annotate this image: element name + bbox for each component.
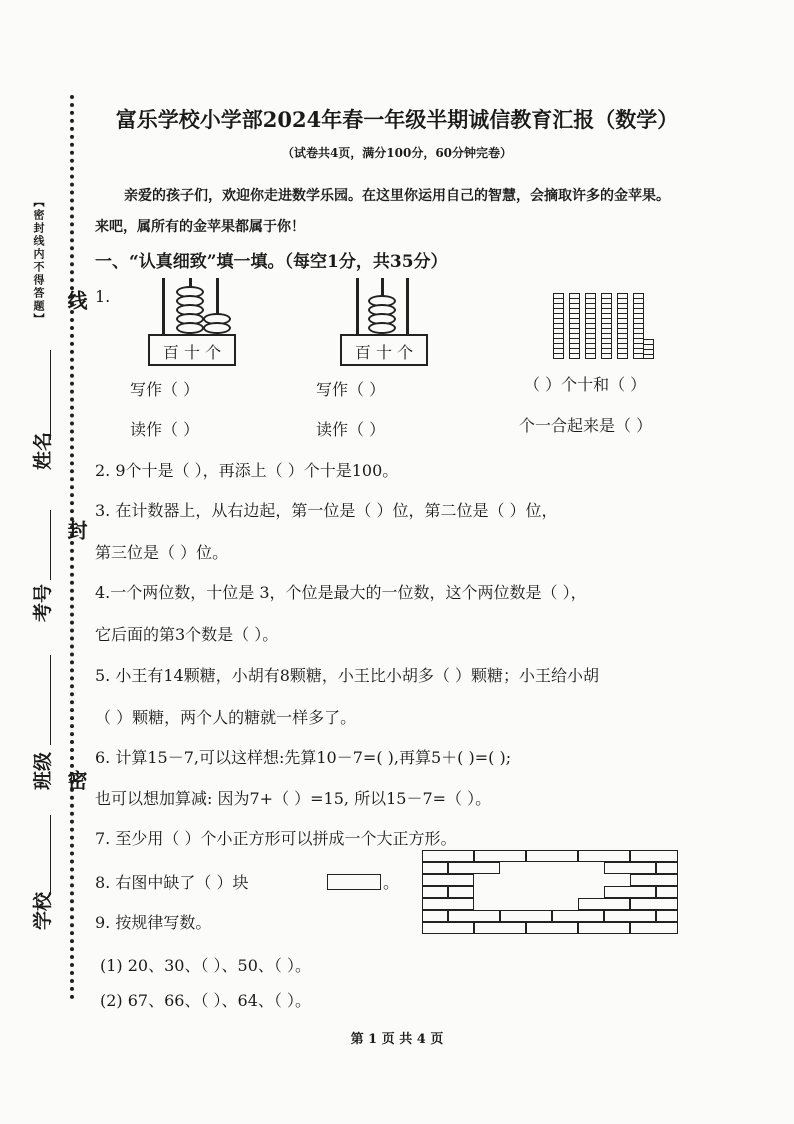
field-line-name[interactable]	[50, 350, 51, 440]
abacus-bead	[203, 322, 231, 334]
ten-stick-bundle	[617, 293, 628, 359]
brick	[578, 922, 630, 934]
brick	[422, 922, 474, 934]
brick	[448, 910, 500, 922]
q1-bundle-line-2[interactable]: 个一合起来是（ ）	[519, 416, 653, 435]
brick	[422, 850, 474, 862]
q3-line-2[interactable]: 第三位是（ ）位。	[95, 543, 229, 562]
brick	[604, 910, 656, 922]
brick	[448, 862, 500, 874]
brick	[630, 874, 678, 886]
field-label-school: 学校	[32, 891, 54, 930]
brick	[578, 898, 630, 910]
field-label-class: 班级	[32, 751, 54, 790]
q7[interactable]: 7. 至少用（ ）个小正方形可以拼成一个大正方形。	[95, 829, 457, 848]
field-line-class[interactable]	[50, 655, 51, 745]
q1-bundle-line-1[interactable]: （ ）个十和（ ）	[524, 375, 647, 394]
field-label-name: 姓名	[32, 431, 54, 470]
q9-sequence-2[interactable]: (2) 67、66、（ ）、64、（ ）。	[100, 991, 312, 1010]
q1-read-1[interactable]: 读作（ ）	[130, 420, 200, 439]
abacus-base-label: 百 十 个	[162, 343, 222, 362]
q4-line-1[interactable]: 4.一个两位数，十位是 3，个位是最大的一位数，这个两位数是（ ），	[95, 583, 587, 602]
brick	[422, 910, 448, 922]
field-line-examno[interactable]	[50, 510, 51, 580]
seal-char-line: 线	[64, 290, 88, 312]
brick	[604, 886, 656, 898]
intro-line-1: 亲爱的孩子们，欢迎你走进数学乐园。在这里你运用自己的智慧，会摘取许多的金苹果。	[124, 188, 670, 204]
brick	[656, 862, 678, 874]
q5-line-2[interactable]: （ ）颗糖，两个人的糖就一样多了。	[95, 708, 357, 727]
page-title: 富乐学校小学部2024年春一年级半期诚信教育汇报（数学）	[115, 107, 679, 132]
field-label-examno: 考号	[32, 583, 54, 622]
intro-line-2: 来吧，属所有的金苹果都属于你！	[95, 219, 305, 235]
brick	[422, 862, 448, 874]
q1-write-1[interactable]: 写作（ ）	[130, 380, 200, 399]
abacus-rod	[356, 278, 359, 334]
q5-line-1[interactable]: 5. 小王有14颗糖，小胡有8颗糖，小王比小胡多（ ）颗糖；小王给小胡	[95, 666, 599, 685]
q1-number: 1.	[95, 287, 111, 306]
abacus-base	[148, 334, 236, 366]
brick	[448, 886, 474, 898]
brick	[422, 898, 474, 910]
q4-line-2[interactable]: 它后面的第3个数是（ ）。	[95, 625, 279, 644]
brick	[526, 850, 578, 862]
brick	[630, 922, 678, 934]
sealed-note: 【密封线内不得答题】	[32, 196, 45, 326]
q8-period: 。	[383, 873, 400, 892]
q3-line-1[interactable]: 3. 在计数器上，从右边起，第一位是（ ）位，第二位是（ ）位，	[95, 501, 558, 520]
field-line-school[interactable]	[50, 815, 51, 895]
abacus-rod	[162, 278, 165, 334]
ten-stick-bundle	[569, 293, 580, 359]
brick	[630, 850, 678, 862]
section1-heading: 一、“认真细致”填一填。（每空1分，共35分）	[95, 252, 448, 272]
q6-line-1[interactable]: 6. 计算15－7,可以这样想:先算10－7=( ),再算5＋( )=( );	[95, 748, 512, 767]
brick	[630, 898, 678, 910]
brick	[656, 910, 678, 922]
seal-char-secret: 密	[64, 770, 88, 792]
abacus-base-label: 百 十 个	[354, 343, 414, 362]
brick	[604, 862, 656, 874]
one-stick-unit	[643, 339, 654, 359]
brick	[526, 922, 578, 934]
brick	[500, 910, 552, 922]
brick	[578, 850, 630, 862]
abacus-rod	[406, 278, 409, 334]
page-footer: 第 1 页 共 4 页	[350, 1032, 444, 1047]
q8[interactable]: 8. 右图中缺了（ ）块	[95, 873, 249, 892]
brick	[552, 910, 604, 922]
q1-read-2[interactable]: 读作（ ）	[316, 420, 386, 439]
ten-stick-bundle	[553, 293, 564, 359]
abacus-bead	[368, 322, 396, 334]
q2[interactable]: 2. 9个十是（ ），再添上（ ）个十是100。	[95, 461, 399, 480]
binding-dotted-line	[70, 95, 74, 1000]
brick	[422, 874, 474, 886]
seal-char-seal: 封	[64, 520, 88, 542]
ten-stick-bundle	[601, 293, 612, 359]
abacus-base	[340, 334, 428, 366]
brick	[474, 922, 526, 934]
ten-stick-bundle	[585, 293, 596, 359]
brick	[656, 886, 678, 898]
q9: 9. 按规律写数。	[95, 913, 212, 932]
brick	[474, 850, 526, 862]
q9-sequence-1[interactable]: (1) 20、30、（ ）、50、（ ）。	[100, 956, 312, 975]
q8-brick-sample	[327, 874, 381, 890]
page-subtitle: （试卷共4页，满分100分，60分钟完卷）	[281, 146, 513, 160]
q1-write-2[interactable]: 写作（ ）	[316, 380, 386, 399]
brick	[422, 886, 448, 898]
q6-line-2[interactable]: 也可以想加算减: 因为7+（ ）=15, 所以15－7=（ ）。	[95, 789, 492, 808]
abacus-bead	[176, 322, 204, 334]
